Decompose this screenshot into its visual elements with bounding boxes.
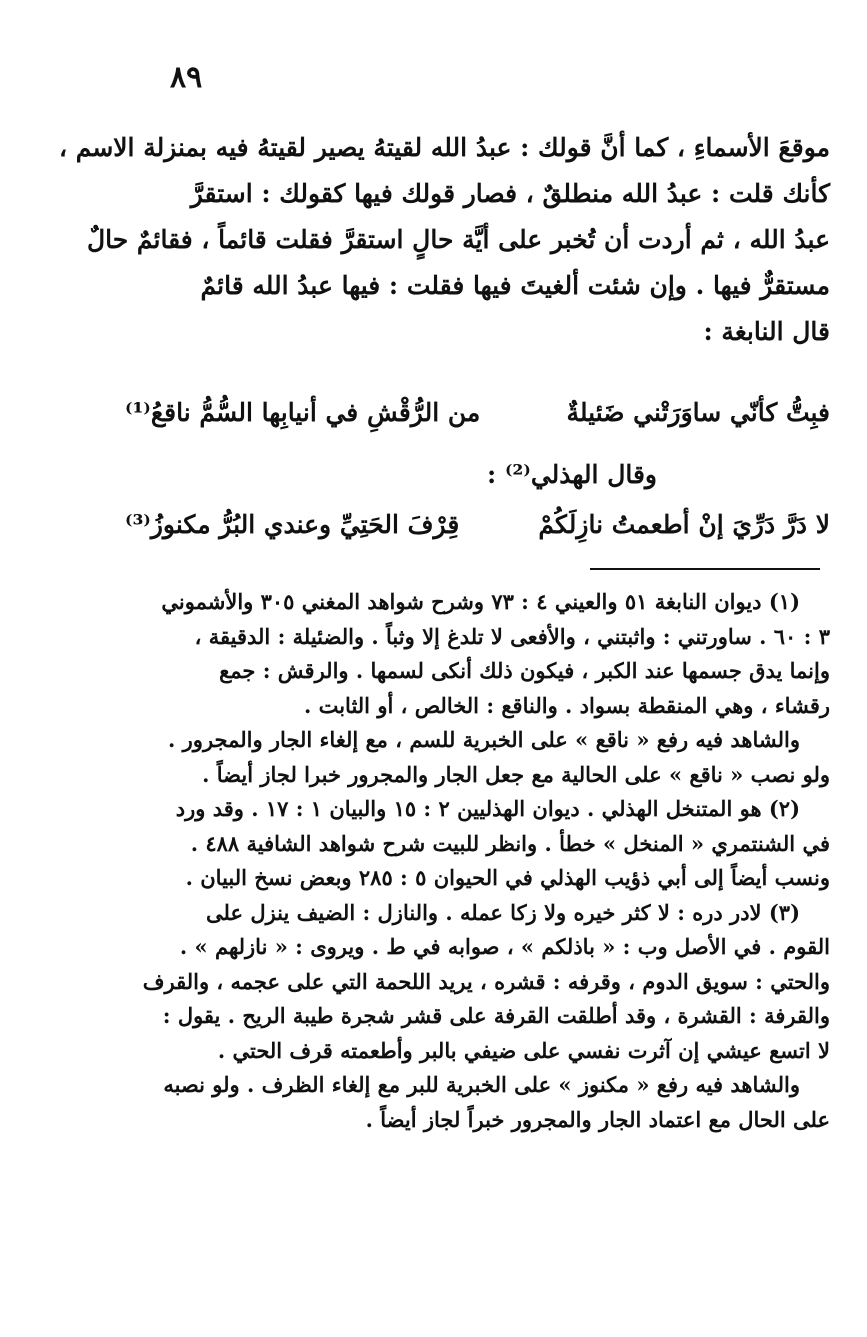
footnote-line: والشاهد فيه رفع « مكنوز » على الخبرية للبر مع إلغاء الظرف . ولو نصبه <box>163 1072 800 1097</box>
footnote-line: ٣ : ٦٠ . ساورتني : واثبتني ، والأفعى لا تلدغ إلا وثباً . والضئيلة : الدقيقة ، <box>194 623 830 649</box>
footnote-line: في الشنتمري « المنخل » خطأ . وانظر للبيت شرح شواهد الشافية ٤٨٨ . <box>190 830 830 856</box>
text-line: عبدُ الله ، ثم أردت أن تُخبر على أيَّة حالٍ استقرَّ فقلت قائماً ، فقائمٌ حالٌ <box>86 225 830 254</box>
footnote-line: والقرفة : القشرة ، وقد أطلقت القرفة على قشر شجرة طيبة الريح . يقول : <box>162 1003 830 1028</box>
page-number: ٨٩ <box>170 60 203 95</box>
verse-2 <box>125 510 830 556</box>
footnote-line: ونسب أيضاً إلى أبي ذؤيب الهذلي في الحيوان ٥ : ٢٨٥ وبعض نسخ البيان . <box>185 865 830 890</box>
text-line: كأنك قلت : عبدُ الله منطلقٌ ، فصار قولك فيها كقولك : استقرَّ <box>190 179 830 208</box>
footnote-line: (١) ديوان النابغة ٥١ والعيني ٤ : ٧٣ وشرح شواهد المغني ٣٠٥ والأشموني <box>161 589 800 614</box>
footnote-line: رقشاء ، وهي المنقطة بسواد . والناقع : الخالص ، أو الثابت . <box>303 692 830 718</box>
text-line: مستقرٌّ فيها . وإن شئت ألغيتَ فيها فقلت : فيها عبدُ الله قائمٌ <box>200 271 830 300</box>
footnote-line: ولو نصب « ناقع » على الحالية مع جعل الجار والمجرور خبرا لجاز أيضاً . <box>202 761 830 787</box>
footnote-line: لا اتسع عيشي إن آثرت نفسي على ضيفي بالبر وأطعمته قرف الحتي . <box>217 1037 830 1063</box>
footnote-line: القوم . في الأصل وب : « باذلكم » ، صوابه في ط . ويروى : « نازلهم » . <box>179 934 830 959</box>
verse-1-first-hemistich: فبِتُّ كأنّي ساوَرَتْني ضَئيلةٌ <box>566 398 830 427</box>
footnote-line: وإنما يدق جسمها عند الكبر ، فيكون ذلك أنكى لسمها . والرقش : جمع <box>219 658 830 683</box>
footnote-line: (٣) لادر دره : لا كثر خيره ولا زكا عمله . والنازل : الضيف ينزل على <box>206 899 800 925</box>
footnote-line: والشاهد فيه رفع « ناقع » على الخبرية للسم ، مع إلغاء الجار والمجرور . <box>168 727 800 752</box>
verse-2-intro: وقال الهذلي⁽²⁾ : <box>487 460 657 489</box>
footnotes <box>125 585 830 1137</box>
verse-2-second-hemistich: قِرْفَ الحَتِيِّ وعندي البُرُّ مكنوزُ⁽³⁾ <box>125 510 460 539</box>
verse-2-first-hemistich: لا دَرَّ دَرِّيَ إنْ أطعمتُ نازِلَكُمْ <box>538 510 830 539</box>
footnote-separator <box>590 568 820 570</box>
verse-1-second-hemistich: من الرُّقْشِ في أنيابِها السُّمُّ ناقعُ⁽¹⁾ <box>125 398 481 427</box>
verse-1 <box>125 398 830 444</box>
text-line: موقعَ الأسماءِ ، كما أنَّ قولك : عبدُ الله لقيتهُ يصير لقيتهُ فيه بمنزلة الاسم ، <box>58 133 830 162</box>
footnote-line: والحتي : سويق الدوم ، وقرفه : قشره ، يريد اللحمة التي على عجمه ، والقرف <box>142 968 830 994</box>
text-line: قال النابغة : <box>703 317 830 346</box>
footnote-line: (٢) هو المتنخل الهذلي . ديوان الهذليين ٢ : ١٥ والبيان ١ : ١٧ . وقد ورد <box>175 796 800 821</box>
footnote-line: على الحال مع اعتماد الجار والمجرور خبراً لجاز أيضاً . <box>365 1106 830 1132</box>
main-text <box>58 125 830 355</box>
